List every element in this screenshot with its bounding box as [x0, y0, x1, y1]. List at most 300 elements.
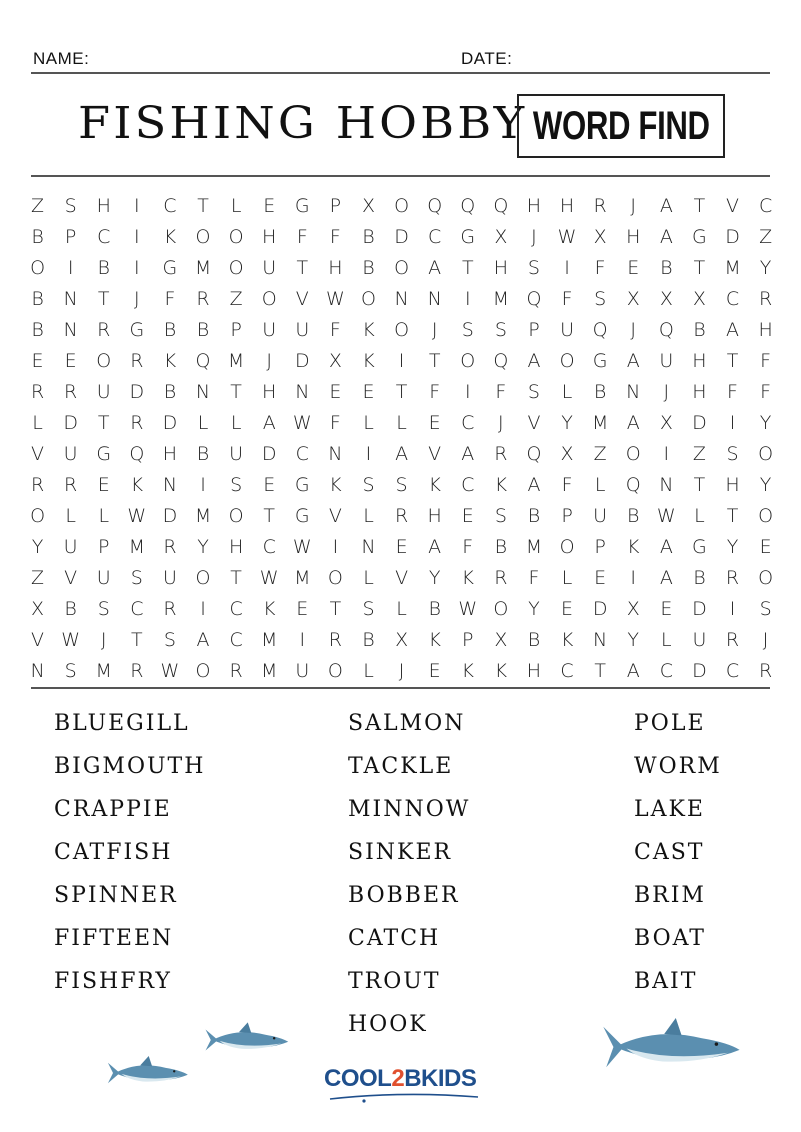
grid-letter: T: [230, 381, 242, 403]
word-item: TROUT: [348, 969, 441, 994]
grid-letter: B: [660, 257, 673, 279]
grid-letter: S: [594, 288, 607, 310]
grid-letter: T: [197, 195, 209, 217]
grid-letter: T: [296, 257, 309, 279]
grid-letter: V: [295, 288, 309, 310]
grid-letter: N: [295, 381, 310, 403]
title-divider: [31, 175, 770, 177]
word-item: POLE: [634, 711, 706, 736]
grid-letter: J: [762, 629, 769, 651]
grid-letter: Z: [31, 195, 45, 217]
logo-part-cool: COOL: [324, 1065, 392, 1092]
grid-letter: O: [30, 257, 46, 279]
grid-letter: I: [729, 598, 736, 620]
grid-letter: C: [130, 598, 144, 620]
grid-letter: K: [428, 474, 441, 496]
grid-letter: E: [627, 257, 640, 279]
grid-letter: V: [31, 629, 45, 651]
grid-letter: P: [462, 629, 474, 651]
grid-letter: G: [294, 474, 310, 496]
grid-letter: U: [96, 381, 111, 403]
grid-letter: I: [200, 598, 206, 620]
grid-letter: N: [30, 660, 45, 682]
grid-letter: A: [626, 412, 640, 434]
grid-letter: D: [394, 226, 409, 248]
grid-letter: F: [528, 567, 540, 589]
grid-letter: I: [564, 257, 570, 279]
grid-letter: K: [329, 474, 342, 496]
grid-letter: X: [692, 288, 706, 310]
grid-letter: I: [663, 443, 670, 465]
grid-letter: I: [332, 536, 339, 558]
page-title: FISHING HOBBY: [78, 98, 528, 149]
grid-letter: N: [593, 629, 608, 651]
grid-letter: I: [299, 629, 306, 651]
grid-letter: D: [692, 660, 707, 682]
grid-letter: K: [163, 350, 177, 372]
grid-letter: A: [461, 443, 475, 465]
grid-letter: W: [458, 598, 478, 620]
grid-letter: K: [163, 226, 177, 248]
word-item: BOBBER: [348, 883, 460, 908]
grid-letter: N: [361, 536, 376, 558]
grid-letter: W: [292, 536, 312, 558]
grid-letter: C: [725, 288, 740, 310]
word-item: BIGMOUTH: [54, 754, 206, 779]
grid-letter: T: [428, 350, 441, 372]
grid-letter: A: [659, 195, 673, 217]
grid-letter: O: [327, 567, 343, 589]
grid-letter: Q: [493, 350, 509, 372]
grid-letter: C: [229, 598, 243, 620]
grid-letter: E: [329, 381, 342, 403]
grid-letter: X: [626, 598, 640, 620]
grid-letter: Q: [195, 350, 211, 372]
grid-letter: O: [559, 350, 575, 372]
grid-letter: O: [195, 226, 211, 248]
grid-letter: O: [195, 567, 211, 589]
grid-letter: Y: [627, 629, 640, 651]
word-item: SINKER: [348, 840, 453, 865]
grid-letter: O: [460, 350, 476, 372]
grid-letter: D: [592, 598, 608, 620]
grid-letter: R: [64, 381, 78, 403]
grid-letter: C: [428, 226, 442, 248]
grid-letter: D: [162, 412, 178, 434]
grid-letter: R: [30, 381, 45, 403]
grid-letter: P: [98, 536, 110, 558]
grid-letter: O: [327, 660, 343, 682]
grid-letter: W: [259, 567, 279, 589]
word-item: CRAPPIE: [54, 797, 172, 822]
grid-letter: S: [527, 257, 540, 279]
grid-letter: F: [561, 474, 573, 496]
grid-letter: O: [394, 195, 410, 217]
grid-letter: L: [561, 381, 573, 403]
logo-text: [324, 1065, 476, 1093]
grid-letter: F: [296, 226, 308, 248]
word-item: FISHFRY: [54, 969, 172, 994]
grid-letter: J: [630, 319, 637, 341]
grid-letter: E: [428, 660, 441, 682]
grid-letter: N: [626, 381, 641, 403]
grid-letter: Q: [526, 288, 542, 310]
grid-letter: F: [164, 288, 176, 310]
grid-letter: N: [63, 319, 78, 341]
grid-letter: F: [429, 381, 441, 403]
grid-letter: Q: [427, 195, 443, 217]
grid-letter: S: [395, 474, 408, 496]
grid-letter: K: [130, 474, 144, 496]
grid-letter: W: [61, 629, 81, 651]
grid-letter: G: [96, 443, 112, 465]
letter-grid: [21, 191, 782, 687]
grid-letter: P: [561, 505, 573, 527]
grid-letter: X: [593, 226, 607, 248]
word-item: LAKE: [634, 797, 705, 822]
grid-letter: B: [527, 505, 541, 527]
grid-letter: S: [230, 474, 243, 496]
grid-letter: V: [31, 443, 45, 465]
grid-letter: Q: [493, 195, 509, 217]
grid-letter: A: [262, 412, 276, 434]
grid-letter: S: [527, 381, 540, 403]
grid-letter: B: [31, 319, 44, 341]
grid-letter: M: [525, 536, 543, 558]
grid-letter: R: [494, 567, 508, 589]
grid-letter: V: [428, 443, 442, 465]
grid-letter: B: [527, 629, 541, 651]
grid-letter: P: [230, 319, 242, 341]
grid-letter: E: [263, 474, 276, 496]
grid-letter: T: [230, 567, 242, 589]
grid-letter: U: [229, 443, 244, 465]
grid-divider: [31, 687, 770, 689]
grid-letter: X: [395, 629, 409, 651]
date-label: DATE:: [461, 49, 513, 68]
grid-letter: V: [527, 412, 541, 434]
word-item: BLUEGILL: [54, 711, 190, 736]
grid-letter: U: [593, 505, 608, 527]
grid-letter: T: [726, 350, 739, 372]
grid-letter: O: [394, 319, 410, 341]
grid-letter: L: [694, 505, 705, 527]
grid-letter: P: [528, 319, 540, 341]
grid-letter: B: [593, 381, 607, 403]
grid-letter: V: [395, 567, 409, 589]
grid-letter: F: [760, 381, 772, 403]
grid-letter: N: [63, 288, 78, 310]
grid-letter: H: [526, 660, 542, 682]
grid-letter: A: [428, 257, 442, 279]
grid-letter: D: [725, 226, 740, 248]
grid-letter: H: [493, 257, 508, 279]
header-underline: [31, 72, 770, 74]
logo-part-bkids: BKIDS: [404, 1065, 477, 1092]
grid-letter: A: [196, 629, 210, 651]
grid-letter: F: [594, 257, 606, 279]
grid-letter: N: [394, 288, 409, 310]
grid-letter: A: [659, 567, 673, 589]
word-item: CATCH: [348, 926, 441, 951]
grid-letter: J: [134, 288, 140, 310]
grid-letter: Y: [759, 257, 772, 279]
grid-letter: O: [758, 443, 774, 465]
grid-letter: Z: [229, 288, 243, 310]
grid-letter: T: [726, 505, 739, 527]
grid-letter: G: [692, 226, 707, 248]
grid-letter: K: [428, 629, 441, 651]
grid-letter: B: [362, 629, 375, 651]
grid-letter: A: [659, 536, 673, 558]
grid-letter: L: [363, 412, 374, 434]
grid-letter: K: [494, 660, 508, 682]
grid-letter: R: [163, 536, 177, 558]
grid-letter: E: [660, 598, 673, 620]
grid-letter: O: [394, 257, 410, 279]
grid-letter: K: [494, 474, 508, 496]
grid-letter: L: [363, 567, 374, 589]
grid-letter: I: [134, 195, 140, 217]
grid-letter: B: [163, 381, 177, 403]
grid-letter: E: [594, 567, 607, 589]
grid-letter: M: [95, 660, 112, 682]
grid-letter: K: [362, 319, 375, 341]
grid-letter: A: [527, 350, 541, 372]
grid-letter: U: [63, 443, 78, 465]
grid-letter: L: [230, 195, 242, 217]
grid-letter: D: [294, 350, 310, 372]
grid-letter: I: [464, 288, 471, 310]
word-item: BOAT: [634, 926, 706, 951]
grid-letter: I: [464, 381, 471, 403]
grid-letter: U: [262, 257, 277, 279]
grid-letter: A: [395, 443, 409, 465]
grid-letter: J: [398, 660, 405, 682]
grid-letter: L: [363, 505, 374, 527]
grid-letter: T: [395, 381, 408, 403]
shark-icon: [104, 1056, 190, 1090]
grid-letter: K: [362, 350, 375, 372]
grid-letter: T: [693, 257, 706, 279]
grid-letter: R: [725, 567, 740, 589]
grid-letter: G: [692, 536, 707, 558]
grid-letter: H: [162, 443, 178, 465]
grid-letter: J: [663, 381, 670, 403]
grid-letter: F: [329, 319, 341, 341]
word-list-col2: [348, 707, 470, 1051]
grid-letter: E: [97, 474, 110, 496]
grid-letter: H: [427, 505, 442, 527]
grid-letter: L: [65, 505, 76, 527]
grid-letter: O: [261, 288, 277, 310]
word-item: SALMON: [348, 711, 466, 736]
grid-letter: Q: [460, 195, 476, 217]
grid-letter: O: [559, 536, 575, 558]
word-list-col1: [54, 707, 205, 1008]
grid-letter: X: [361, 195, 375, 217]
grid-letter: Q: [526, 443, 542, 465]
grid-letter: R: [163, 598, 177, 620]
grid-letter: S: [163, 629, 176, 651]
grid-letter: Z: [31, 567, 45, 589]
word-item: CAST: [634, 840, 705, 865]
grid-letter: W: [557, 226, 577, 248]
grid-letter: C: [758, 195, 773, 217]
grid-letter: Q: [625, 474, 641, 496]
grid-letter: K: [262, 598, 276, 620]
grid-letter: F: [495, 381, 507, 403]
grid-letter: R: [196, 288, 210, 310]
grid-letter: H: [262, 226, 277, 248]
grid-letter: S: [494, 319, 507, 341]
grid-letter: C: [725, 660, 740, 682]
grid-letter: G: [294, 195, 310, 217]
grid-letter: R: [328, 629, 342, 651]
grid-letter: A: [428, 536, 442, 558]
grid-letter: B: [163, 319, 177, 341]
word-item: SPINNER: [54, 883, 178, 908]
grid-letter: S: [362, 474, 375, 496]
grid-letter: X: [494, 226, 508, 248]
grid-letter: U: [295, 319, 310, 341]
grid-letter: X: [626, 288, 640, 310]
grid-letter: Y: [759, 474, 772, 496]
grid-letter: U: [162, 567, 177, 589]
grid-letter: C: [262, 536, 276, 558]
grid-letter: Q: [658, 319, 674, 341]
grid-letter: D: [261, 443, 277, 465]
grid-letter: F: [561, 288, 573, 310]
grid-letter: J: [100, 629, 107, 651]
grid-letter: C: [97, 226, 111, 248]
grid-letter: O: [30, 505, 46, 527]
word-item: TACKLE: [348, 754, 454, 779]
grid-letter: I: [630, 567, 637, 589]
grid-letter: E: [428, 412, 441, 434]
grid-letter: B: [362, 257, 375, 279]
grid-letter: M: [261, 660, 278, 682]
grid-letter: E: [461, 505, 474, 527]
grid-letter: S: [64, 195, 77, 217]
grid-letter: I: [200, 474, 206, 496]
grid-letter: Y: [528, 598, 540, 620]
grid-letter: C: [163, 195, 177, 217]
grid-letter: B: [31, 226, 44, 248]
grid-letter: B: [196, 319, 210, 341]
grid-letter: X: [659, 288, 673, 310]
grid-letter: N: [162, 474, 178, 496]
grid-letter: M: [194, 257, 212, 279]
word-item: BRIM: [634, 883, 706, 908]
grid-letter: B: [64, 598, 77, 620]
grid-letter: J: [498, 412, 504, 434]
grid-letter: Q: [592, 319, 608, 341]
grid-letter: H: [758, 319, 773, 341]
grid-letter: X: [560, 443, 574, 465]
grid-letter: X: [328, 350, 342, 372]
shark-icon: [202, 1022, 290, 1058]
grid-letter: R: [759, 660, 773, 682]
grid-letter: R: [394, 505, 409, 527]
grid-letter: V: [64, 567, 78, 589]
name-label: NAME:: [33, 49, 90, 68]
grid-letter: Y: [561, 412, 573, 434]
grid-letter: J: [531, 226, 537, 248]
grid-letter: R: [593, 195, 607, 217]
grid-letter: A: [659, 226, 673, 248]
grid-letter: I: [134, 257, 140, 279]
grid-letter: D: [162, 505, 178, 527]
grid-letter: P: [64, 226, 77, 248]
grid-letter: E: [395, 536, 408, 558]
grid-letter: E: [561, 598, 574, 620]
grid-letter: L: [594, 474, 606, 496]
grid-letter: K: [461, 660, 474, 682]
grid-letter: J: [431, 319, 438, 341]
grid-letter: W: [656, 505, 676, 527]
grid-letter: V: [726, 195, 740, 217]
grid-letter: X: [31, 598, 45, 620]
grid-letter: Z: [593, 443, 607, 465]
grid-letter: Y: [428, 567, 441, 589]
grid-letter: H: [96, 195, 111, 217]
grid-letter: F: [329, 226, 341, 248]
grid-letter: H: [262, 381, 277, 403]
grid-letter: I: [729, 412, 736, 434]
grid-letter: F: [727, 381, 738, 403]
word-item: BAIT: [634, 969, 698, 994]
grid-letter: X: [659, 412, 673, 434]
grid-letter: L: [396, 598, 407, 620]
grid-letter: L: [363, 660, 374, 682]
grid-letter: N: [195, 381, 211, 403]
grid-letter: W: [292, 412, 312, 434]
grid-letter: M: [128, 536, 146, 558]
grid-letter: Q: [129, 443, 145, 465]
grid-letter: R: [30, 474, 45, 496]
grid-letter: H: [692, 350, 707, 372]
grid-letter: U: [295, 660, 310, 682]
grid-letter: W: [160, 660, 180, 682]
grid-letter: A: [626, 350, 640, 372]
grid-letter: I: [134, 226, 140, 248]
grid-letter: S: [461, 319, 474, 341]
grid-letter: T: [97, 412, 110, 434]
grid-letter: C: [560, 660, 574, 682]
grid-letter: K: [560, 629, 574, 651]
word-item: HOOK: [348, 1012, 428, 1037]
grid-letter: F: [462, 536, 474, 558]
grid-letter: C: [461, 474, 475, 496]
grid-letter: T: [461, 257, 474, 279]
grid-letter: A: [626, 660, 640, 682]
grid-letter: Y: [726, 536, 739, 558]
grid-letter: D: [63, 412, 78, 434]
word-item: CATFISH: [54, 840, 173, 865]
grid-letter: S: [362, 598, 375, 620]
grid-letter: R: [130, 412, 144, 434]
grid-letter: B: [627, 505, 640, 527]
grid-letter: D: [129, 381, 145, 403]
grid-letter: F: [329, 412, 341, 434]
grid-letter: H: [228, 536, 244, 558]
grid-letter: E: [64, 350, 77, 372]
grid-letter: S: [64, 660, 77, 682]
grid-letter: O: [493, 598, 509, 620]
grid-letter: T: [329, 598, 342, 620]
grid-letter: M: [261, 629, 278, 651]
